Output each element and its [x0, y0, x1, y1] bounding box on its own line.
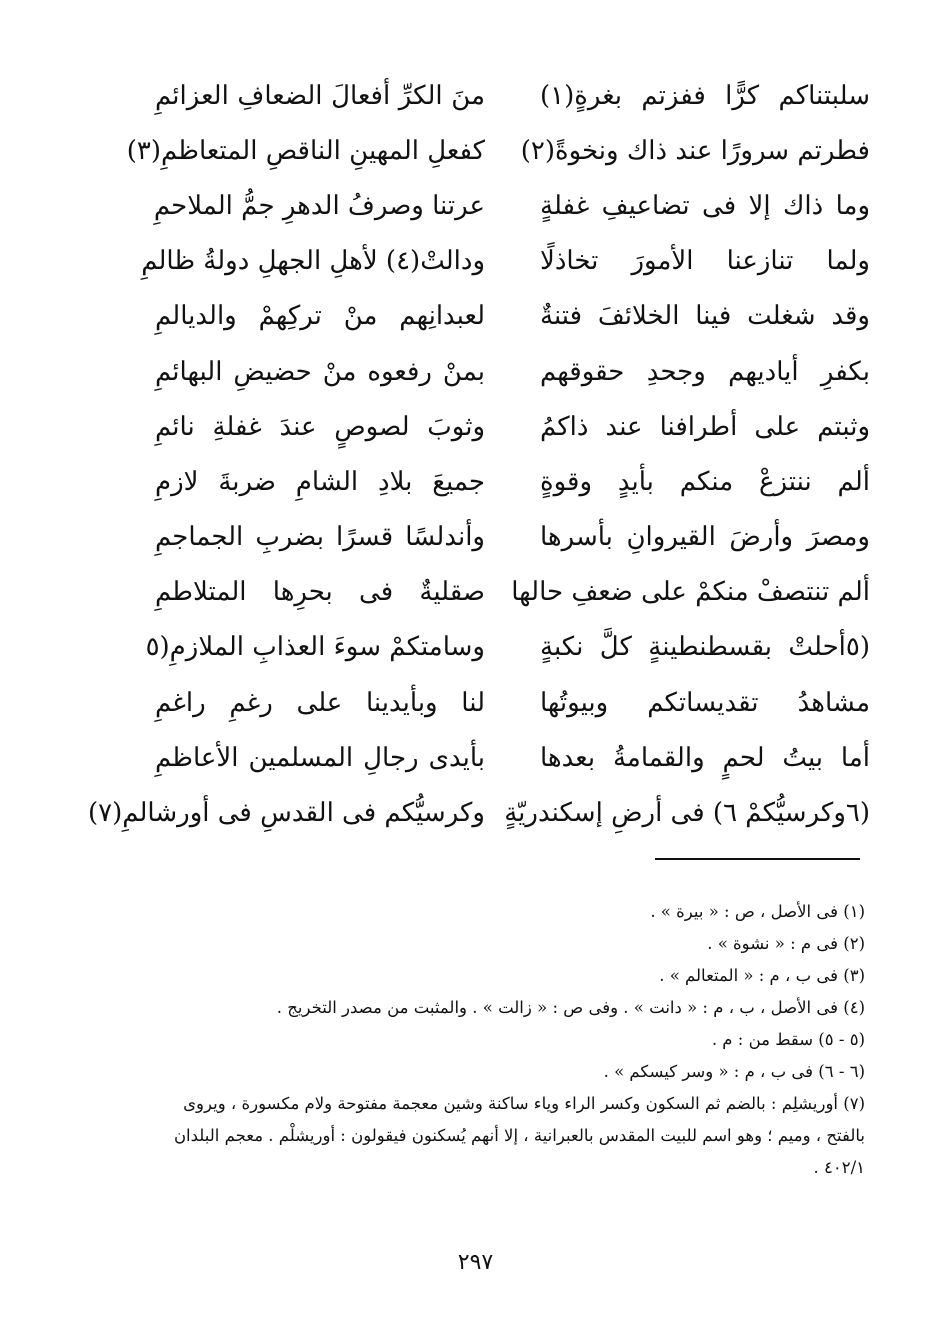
footnote: (٦ - ٦) فى ب ، م : « وسر كيسكم » . — [603, 1062, 865, 1081]
verse-text: وثوبَ لصوصٍ عندَ غفلةِ نائمِ — [155, 411, 485, 442]
verse-text: وما ذاك إلا فى تضاعيفِ غفلةٍ — [540, 190, 870, 221]
verse-text: وثبتم على أطرافنا عند ذاكمُ — [540, 411, 870, 442]
verse-hemistich — [540, 178, 870, 233]
verse-hemistich — [155, 68, 485, 123]
verse-text: بكفرِ أياديهم وجحدِ حقوقهم — [540, 356, 870, 387]
verse-hemistich — [126, 123, 485, 178]
footnote: (٢) فى م : « نشوة » . — [707, 934, 865, 953]
verse-hemistich — [511, 565, 870, 620]
verse-text: ودالتْ(٤) لأهلِ الجهلِ دولةُ ظالمِ — [141, 246, 485, 277]
verse-text: أما بيتُ لحمٍ والقمامةُ بعدها — [540, 742, 870, 773]
verse-text: كفعلِ المهينِ الناقصِ المتعاظمِ(٣) — [126, 135, 485, 166]
page-number: ٢٩٧ — [457, 1250, 494, 1275]
footnote: (٥ - ٥) سقط من : م . — [711, 1030, 865, 1049]
verse-text: وسامتكمْ سوءَ العذابِ الملازمِ(٥ — [145, 632, 485, 663]
verse-text: بأيدى رجالِ المسلمين الأعاظمِ — [155, 742, 485, 773]
verse-text: وأندلسًا قسرًا بضربِ الجماجمِ — [155, 522, 485, 553]
verse-text: لنا وبأيدينا على رغمِ راغمِ — [155, 687, 485, 718]
verse-hemistich — [540, 730, 870, 785]
verse-hemistich — [155, 344, 485, 399]
verse-hemistich — [540, 454, 870, 509]
verse-hemistich — [155, 454, 485, 509]
verse-hemistich — [540, 289, 870, 344]
verse-text: ومصرَ وأرضَ القيروانِ بأسرها — [540, 522, 870, 553]
verse-hemistich — [520, 123, 870, 178]
footnotes — [145, 896, 865, 1184]
verse-text: وقد شغلت فينا الخلائفَ فتنةٌ — [540, 301, 870, 332]
verse-hemistich — [155, 675, 485, 730]
verse-hemistich — [155, 178, 485, 233]
verse-hemistich — [87, 785, 485, 840]
verse-hemistich — [504, 785, 870, 840]
poem-left-column — [87, 68, 485, 841]
verse-hemistich — [540, 344, 870, 399]
verse-text: ألم تنتصفْ منكمْ على ضعفِ حالها — [511, 577, 870, 608]
footnote: (٣) فى ب ، م : « المتعالم » . — [659, 966, 865, 985]
footnote: (١) فى الأصل ، ص : « بيرة » . — [650, 902, 865, 921]
verse-text: لعبدانِهم منْ تركِهمْ والديالمِ — [155, 301, 485, 332]
verse-hemistich — [155, 399, 485, 454]
verse-text: بمنْ رفعوه منْ حضيضِ البهائمِ — [155, 356, 485, 387]
verse-hemistich — [155, 565, 485, 620]
verse-text: سلبتناكم كرًّا ففزتم بغرةٍ(١) — [540, 80, 870, 111]
verse-text: مشاهدُ تقديساتكم وبيوتُها — [540, 687, 870, 718]
verse-text: منَ الكرِّ أفعالَ الضعافِ العزائمِ — [155, 80, 485, 111]
verse-text: (٦وكرسيُّكمْ ٦) فى أرضِ إسكندريّةٍ — [504, 798, 870, 829]
verse-hemistich — [145, 620, 485, 675]
verse-hemistich — [540, 510, 870, 565]
verse-text: وكرسيُّكم فى القدسِ فى أورشالمِ(٧) — [87, 798, 485, 829]
verse-hemistich — [141, 234, 485, 289]
verse-hemistich — [540, 399, 870, 454]
footnote-separator — [655, 858, 860, 860]
verse-hemistich — [540, 68, 870, 123]
verse-text: فطرتم سرورًا عند ذاك ونخوةً(٢) — [520, 135, 870, 166]
verse-text: ألم ننتزعْ منكم بأيدٍ وقوةٍ — [540, 466, 870, 497]
verse-hemistich — [155, 510, 485, 565]
verse-hemistich — [155, 289, 485, 344]
verse-text: ولما تنازعنا الأمورَ تخاذلًا — [540, 246, 870, 277]
verse-text: جميعَ بلادِ الشامِ ضربةَ لازمِ — [155, 466, 485, 497]
verse-hemistich — [540, 620, 870, 675]
footnote: (٧) أوريشلِم : بالضم ثم السكون وكسر الراء وياء ساكنة وشين معجمة مفتوحة ولام مكسورة ، ويروى بالفتح ، وميم ؛ وهو اسم للبيت المقدس بالعبرانية ، إلا أنهم يُسكنون فيقولون : أوريشلْم . معجم البلدان ٤٠٢/١ . — [173, 1094, 865, 1177]
poem — [87, 68, 870, 848]
verse-text: (٥أحلتْ بقسطنطينةٍ كلَّ نكبةٍ — [540, 632, 870, 663]
verse-hemistich — [540, 234, 870, 289]
poem-right-column — [504, 68, 870, 841]
verse-text: عرتنا وصرفُ الدهرِ جمُّ الملاحمِ — [153, 190, 485, 221]
verse-hemistich — [155, 730, 485, 785]
verse-text: صقليةٌ فى بحرِها المتلاطمِ — [155, 577, 485, 608]
verse-hemistich — [540, 675, 870, 730]
footnote: (٤) فى الأصل ، ب ، م : « دانت » . وفى ص : « زالت » . والمثبت من مصدر التخريج . — [276, 998, 865, 1017]
